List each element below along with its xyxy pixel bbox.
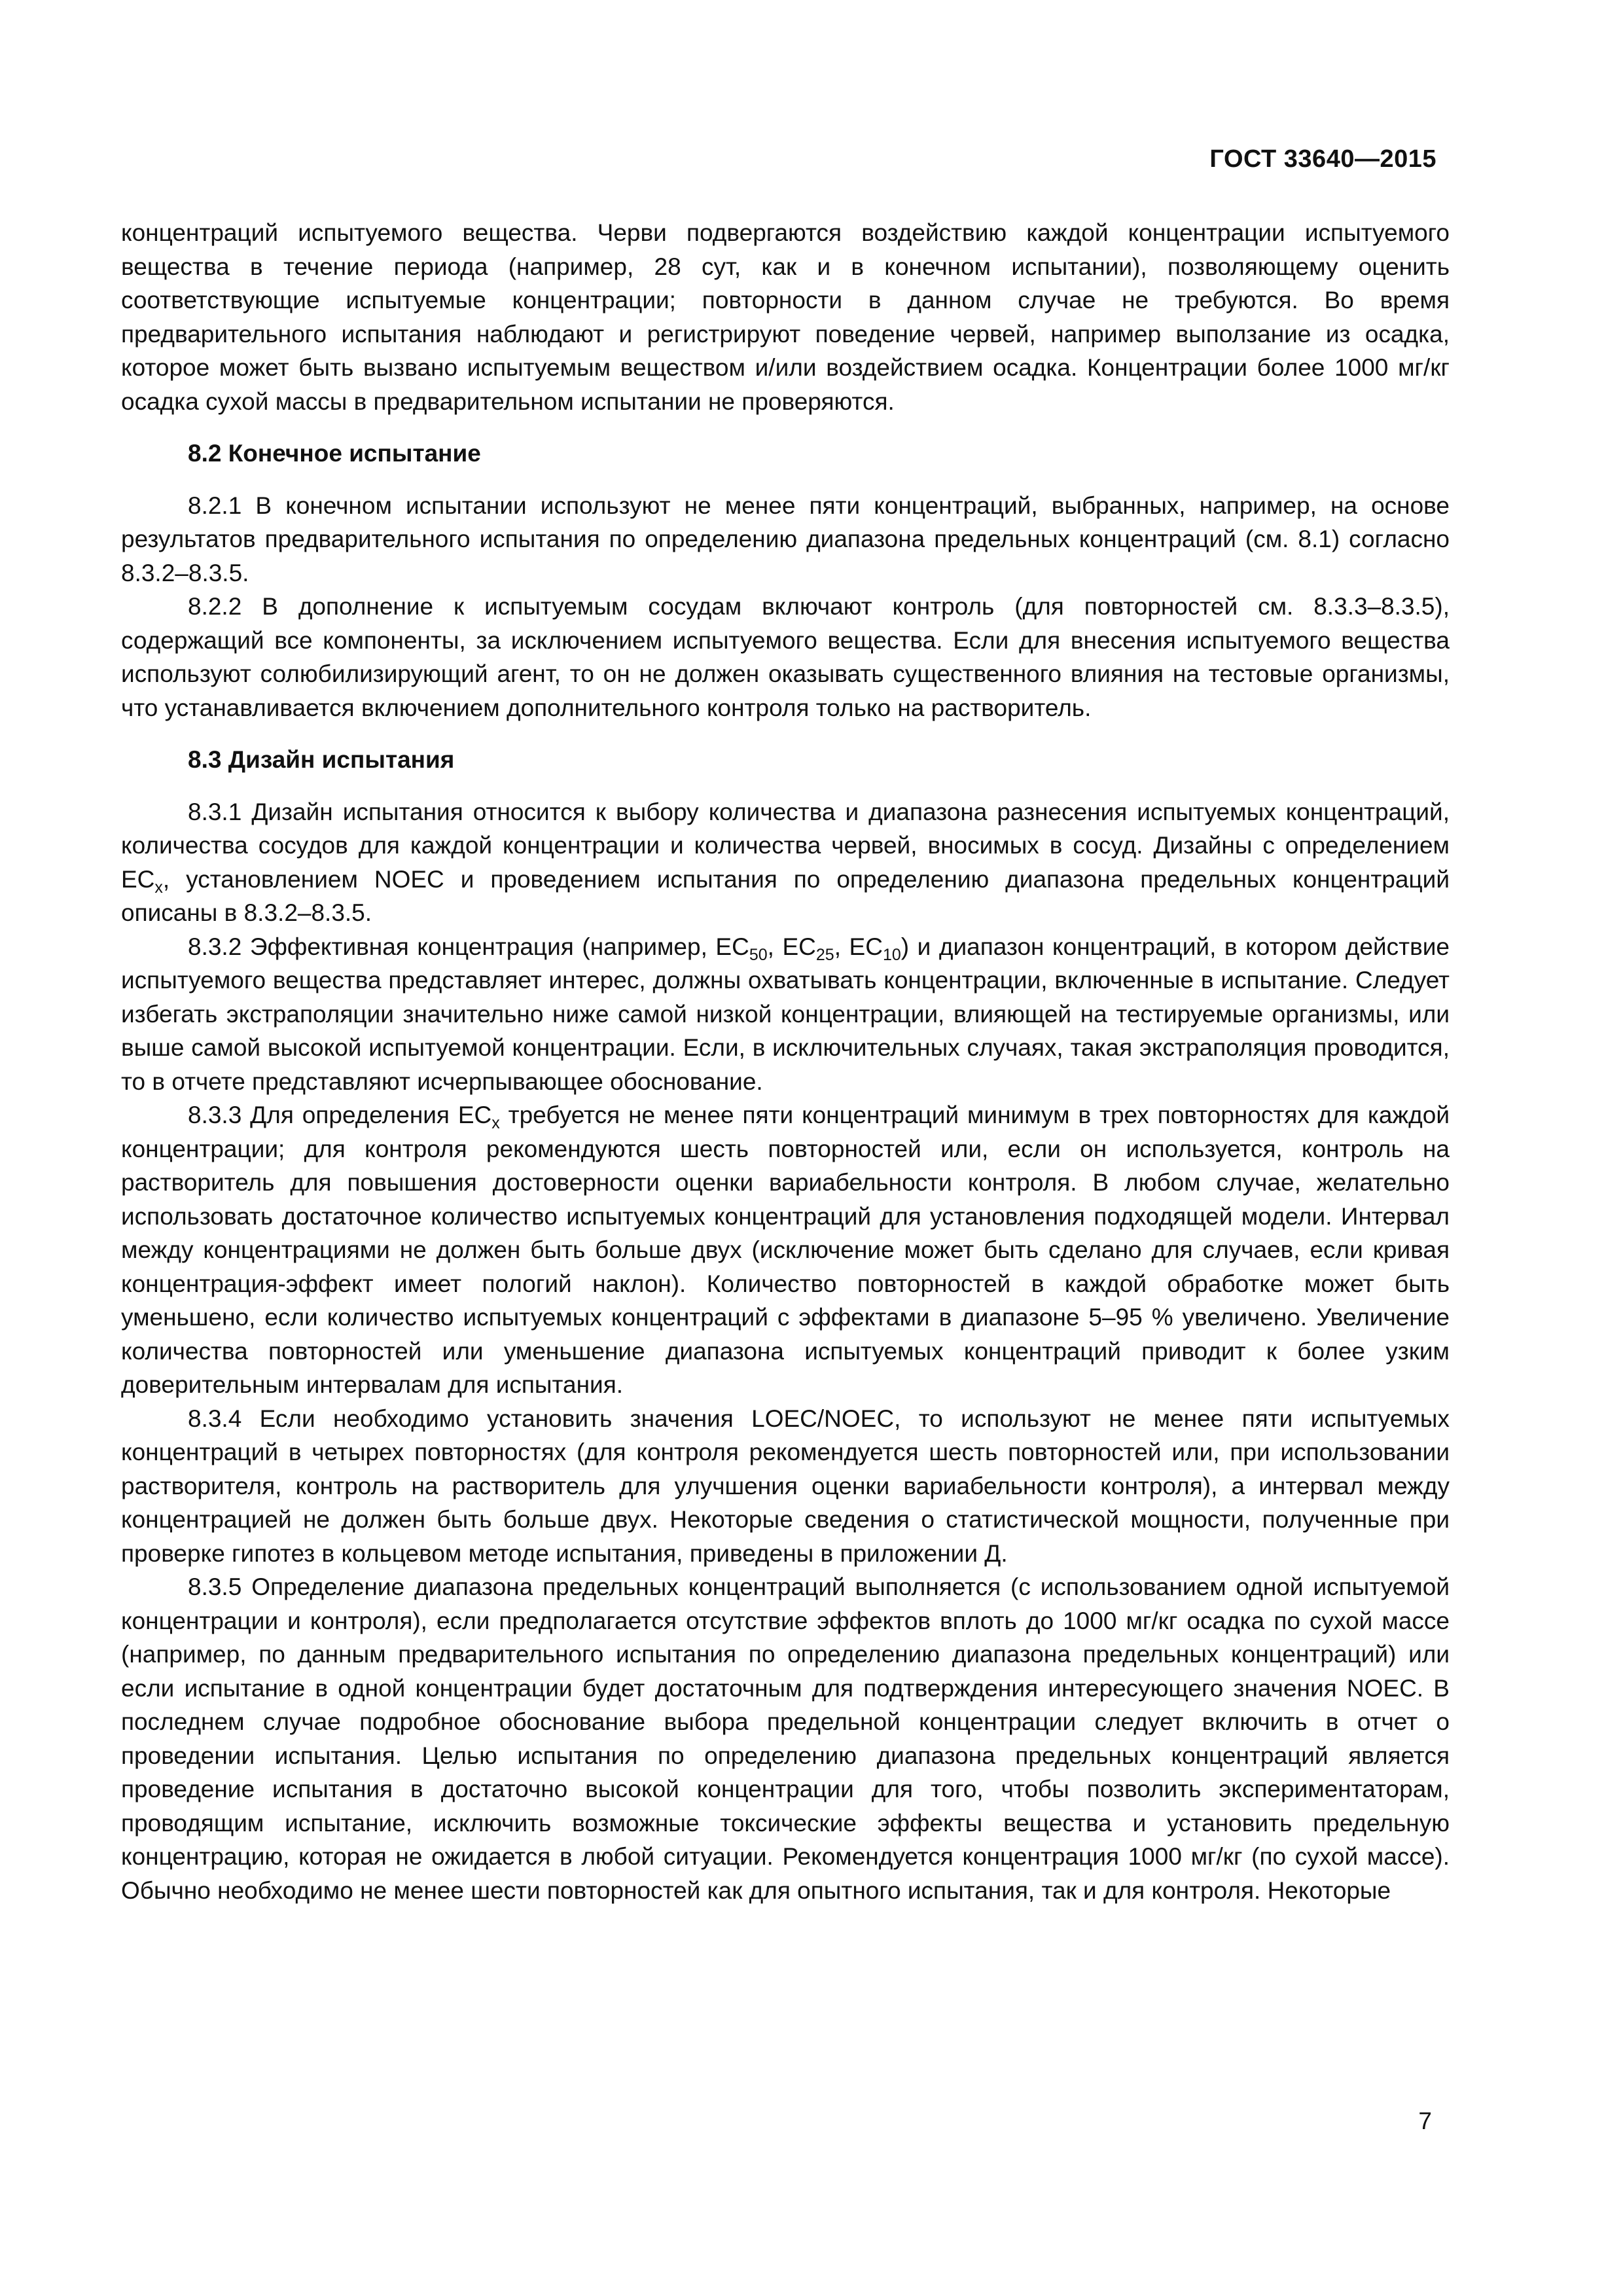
- section-heading-8-2: 8.2 Конечное испытание: [188, 440, 481, 467]
- text-run: 8.3.1 Дизайн испытания относится к выбору количества и диапазона разнесения испытуемых концентраций, количества сосудов для каждой концентрации и количества червей, вносимых в сосуд. Дизайны с определением EC: [121, 798, 1450, 893]
- subscript: 50: [749, 945, 768, 964]
- paragraph-8-2-1: 8.2.1 В конечном испытании используют не менее пяти концентраций, выбранных, например, на основе результатов предварительного испытания по определению диапазона предельных концентраций (см. 8.1) согласно 8.3.2–8.3.5.: [121, 492, 1450, 586]
- standard-number-header: ГОСТ 33640—2015: [1209, 145, 1436, 173]
- paragraph-8-3-3: [121, 1098, 1450, 1402]
- section-heading-8-3: 8.3 Дизайн испытания: [188, 746, 455, 773]
- text-run: , EC: [834, 933, 883, 960]
- subscript: 10: [882, 945, 901, 964]
- text-run: требуется не менее пяти концентраций минимум в трех повторностях для каждой концентрации; для контроля рекомендуются шесть повторностей или, если он используется, контроль на растворитель для повышения достоверности оценки вариабельности контроля. В любом случае, желательно использовать достаточное количество испытуемых концентраций для установления подходящей модели. Интервал между концентрациями не должен быть больше двух (исключение может быть сделано для случаев, если кривая концентрация-эффект имеет пологий наклон). Количество повторностей в каждой обработке может быть уменьшено, если количество испытуемых концентраций с эффектами в диапазоне 5–95 % увеличено. Увеличение количества повторностей или уменьшение диапазона испытуемых концентраций приводит к более узким доверительным интервалам для испытания.: [121, 1102, 1450, 1398]
- paragraph-8-3-5: 8.3.5 Определение диапазона предельных концентраций выполняется (с использованием одной испытуемой концентрации и контроля), если предполагается отсутствие эффектов вплоть до 1000 мг/кг осадка по сухой массе (например, по данным предварительного испытания по определению диапазона предельных концентраций) или если испытание в одной концентрации будет достаточным для подтверждения интересующего значения NOEC. В последнем случае подробное обоснование выбора предельной концентрации следует включить в отчет о проведении испытания. Целью испытания по определению диапазона предельных концентраций является проведение испытания в достаточно высокой концентрации для того, чтобы позволить экспериментаторам, проводящим испытание, исключить возможные токсические эффекты вещества и установить предельную концентрацию, которая не ожидается в любой ситуации. Рекомендуется концентрация 1000 мг/кг (по сухой массе). Обычно необходимо не менее шести повторностей как для опытного испытания, так и для контроля. Некоторые: [121, 1573, 1450, 1904]
- subscript: x: [491, 1114, 500, 1132]
- paragraph-8-3-1: [121, 795, 1450, 930]
- subscript: x: [154, 878, 163, 897]
- subscript: 25: [815, 945, 834, 964]
- text-run: ) и диапазон концентраций, в котором действие испытуемого вещества представляет интерес, должны охватывать концентрации, включенные в испытание. Следует избегать экстраполяции значительно ниже самой низкой концентрации, влияющей на тестируемые организмы, или выше самой высокой испытуемой концентрации. Если, в исключительных случаях, такая экстраполяция проводится, то в отчете представляют исчерпывающее обоснование.: [121, 933, 1450, 1095]
- page-number: 7: [1418, 2108, 1432, 2134]
- text-run: 8.3.2 Эффективная концентрация (например, EC: [188, 933, 749, 960]
- text-run: 8.3.3 Для определения EC: [188, 1102, 492, 1128]
- paragraph-8-3-2: [121, 930, 1450, 1099]
- paragraph-8-2-2: 8.2.2 В дополнение к испытуемым сосудам включают контроль (для повторностей см. 8.3.3–8.3.5), содержащий все компоненты, за исключением испытуемого вещества. Если для внесения испытуемого вещества используют солюбилизирующий агент, то он не должен оказывать существенного влияния на тестовые организмы, что устанавливается включением дополнительного контроля только на растворитель.: [121, 593, 1450, 721]
- paragraph-8-3-4: 8.3.4 Если необходимо установить значения LOEC/NOEC, то используют не менее пяти испытуемых концентраций в четырех повторностях (для контроля рекомендуется шесть повторностей или, при использовании растворителя, контроль на растворитель для улучшения оценки вариабельности контроля), а интервал между концентрацией не должен быть больше двух. Некоторые сведения о статистической мощности, полученные при проверке гипотез в кольцевом методе испытания, приведены в приложении Д.: [121, 1405, 1450, 1567]
- document-body: [121, 216, 1450, 1907]
- text-run: , EC: [767, 933, 816, 960]
- text-run: , установлением NOEC и проведением испытания по определению диапазона предельных концентраций описаны в 8.3.2–8.3.5.: [121, 865, 1450, 926]
- intro-paragraph: концентраций испытуемого вещества. Черви подвергаются воздействию каждой концентрации испытуемого вещества в течение периода (например, 28 сут, как и в конечном испытании), позволяющему оценить соответствующие испытуемые концентрации; повторности в данном случае не требуются. Во время предварительного испытания наблюдают и регистрируют поведение червей, например выползание из осадка, которое может быть вызвано испытуемым веществом и/или воздействием осадка. Концентрации более 1000 мг/кг осадка сухой массы в предварительном испытании не проверяются.: [121, 219, 1450, 415]
